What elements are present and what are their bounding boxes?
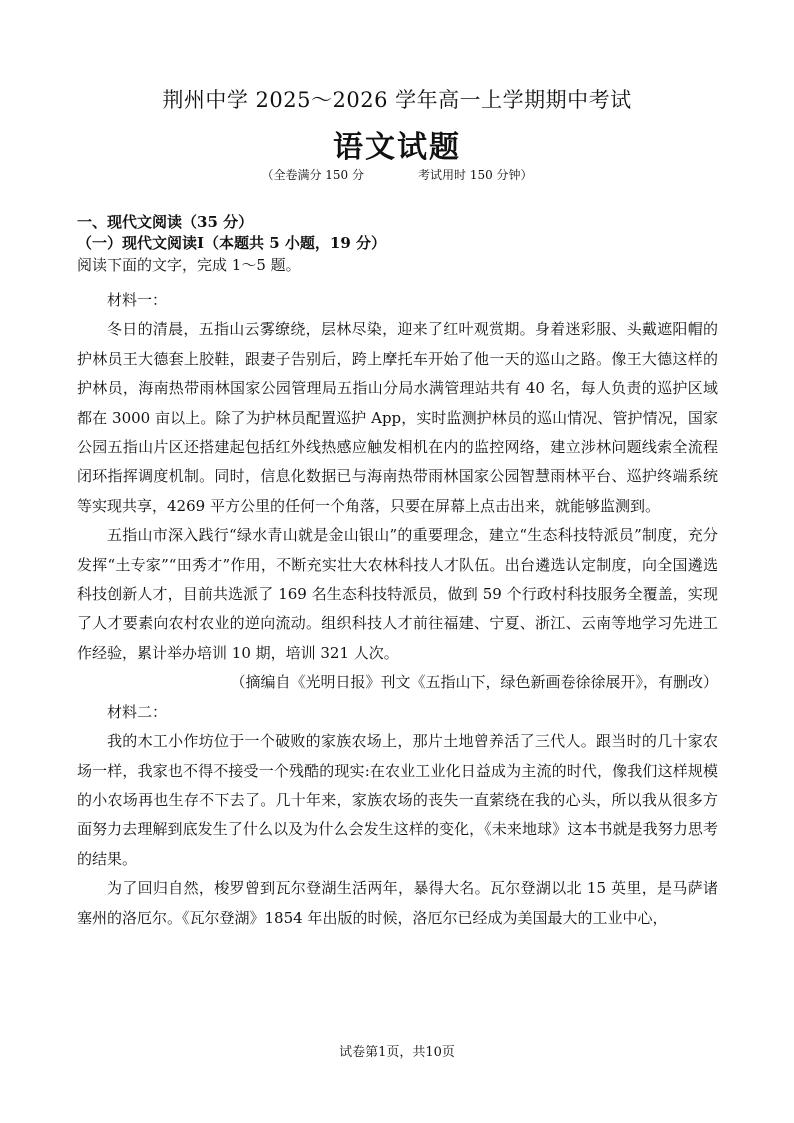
reading-instruction: 阅读下面的文字，完成 1～5 题。 [77,256,301,274]
subsection-heading: （一）现代文阅读Ⅰ（本题共 5 小题，19 分） [77,234,386,252]
material-one-paragraph-2: 五指山市深入践行“绿水青山就是金山银山”的重要理念，建立“生态科技特派员”制度，充分发挥“土专家”“田秀才”作用，不断充实壮大农林科技人才队伍。出台遴选认定制度，向全国遴选科技创新人才，目前共选派了 169 名生态科技特派员，做到 59 个行政村科技服务全覆盖，实现了人才要素向农村农业的逆向流动。组织科技人才前往福建、宁夏、浙江、云南等地学习先进工作经验，累计举办培训 10 期，培训 321 人次。 [77,526,718,662]
material-one-paragraph-1: 冬日的清晨，五指山云雾缭绕，层林尽染，迎来了红叶观赏期。身着迷彩服、头戴遮阳帽的护林员王大德套上胶鞋，跟妻子告别后，跨上摩托车开始了他一天的巡山之路。像王大德这样的护林员，海南热带雨林国家公园管理局五指山分局水满管理站共有 40 名，每人负责的巡护区域都在 3000 亩以上。除了为护林员配置巡护 App，实时监测护林员的巡山情况、管护情况，国家公园五指山片区还搭建起包括红外线热感应触发相机在内的监控网络，建立涉林问题线索全流程闭环指挥调度机制。同时，信息化数据已与海南热带雨林国家公园智慧雨林平台、巡护终端系统等实现共享，4269 平方公里的任何一个角落，只要在屏幕上点击出来，就能够监测到。 [77,320,718,515]
material-one-source: （摘编自《光明日报》刊文《五指山下，绿色新画卷徐徐展开》，有删改） [230,673,718,692]
material-two-paragraph-1: 我的木工小作坊位于一个破败的家族农场上，那片土地曾养活了三代人。跟当时的几十家农场一样，我家也不得不接受一个残酷的现实:在农业工业化日益成为主流的时代，像我们这样规模的小农场再也生存不下去了。几十年来，家族农场的丧失一直萦绕在我的心头，所以我从很多方面努力去理解到底发生了什么以及为什么会发生这样的变化，《未来地球》这本书就是我努力思考的结果。 [77,732,718,868]
material-two-label: 材料二： [107,702,168,721]
material-two-paragraph-2: 为了回归自然，梭罗曾到瓦尔登湖生活两年，暴得大名。瓦尔登湖以北 15 英里，是马萨诸塞州的洛厄尔。《瓦尔登湖》1854 年出版的时候，洛厄尔已经成为美国最大的工业中心， [77,879,718,927]
material-one-label: 材料一： [107,291,168,309]
section-heading: 一、现代文阅读（35 分） [77,213,254,231]
exam-duration: 考试用时 150 分钟） [418,168,533,182]
full-score: （全卷满分 150 分 [261,168,364,182]
page-footer: 试卷第1页，共10页 [339,1045,455,1060]
exam-info [0,166,794,183]
exam-title: 荆州中学 2025～2026 学年高一上学期期中考试 [162,88,632,112]
subject-title: 语文试题 [333,130,461,165]
reading-passage [77,286,718,933]
